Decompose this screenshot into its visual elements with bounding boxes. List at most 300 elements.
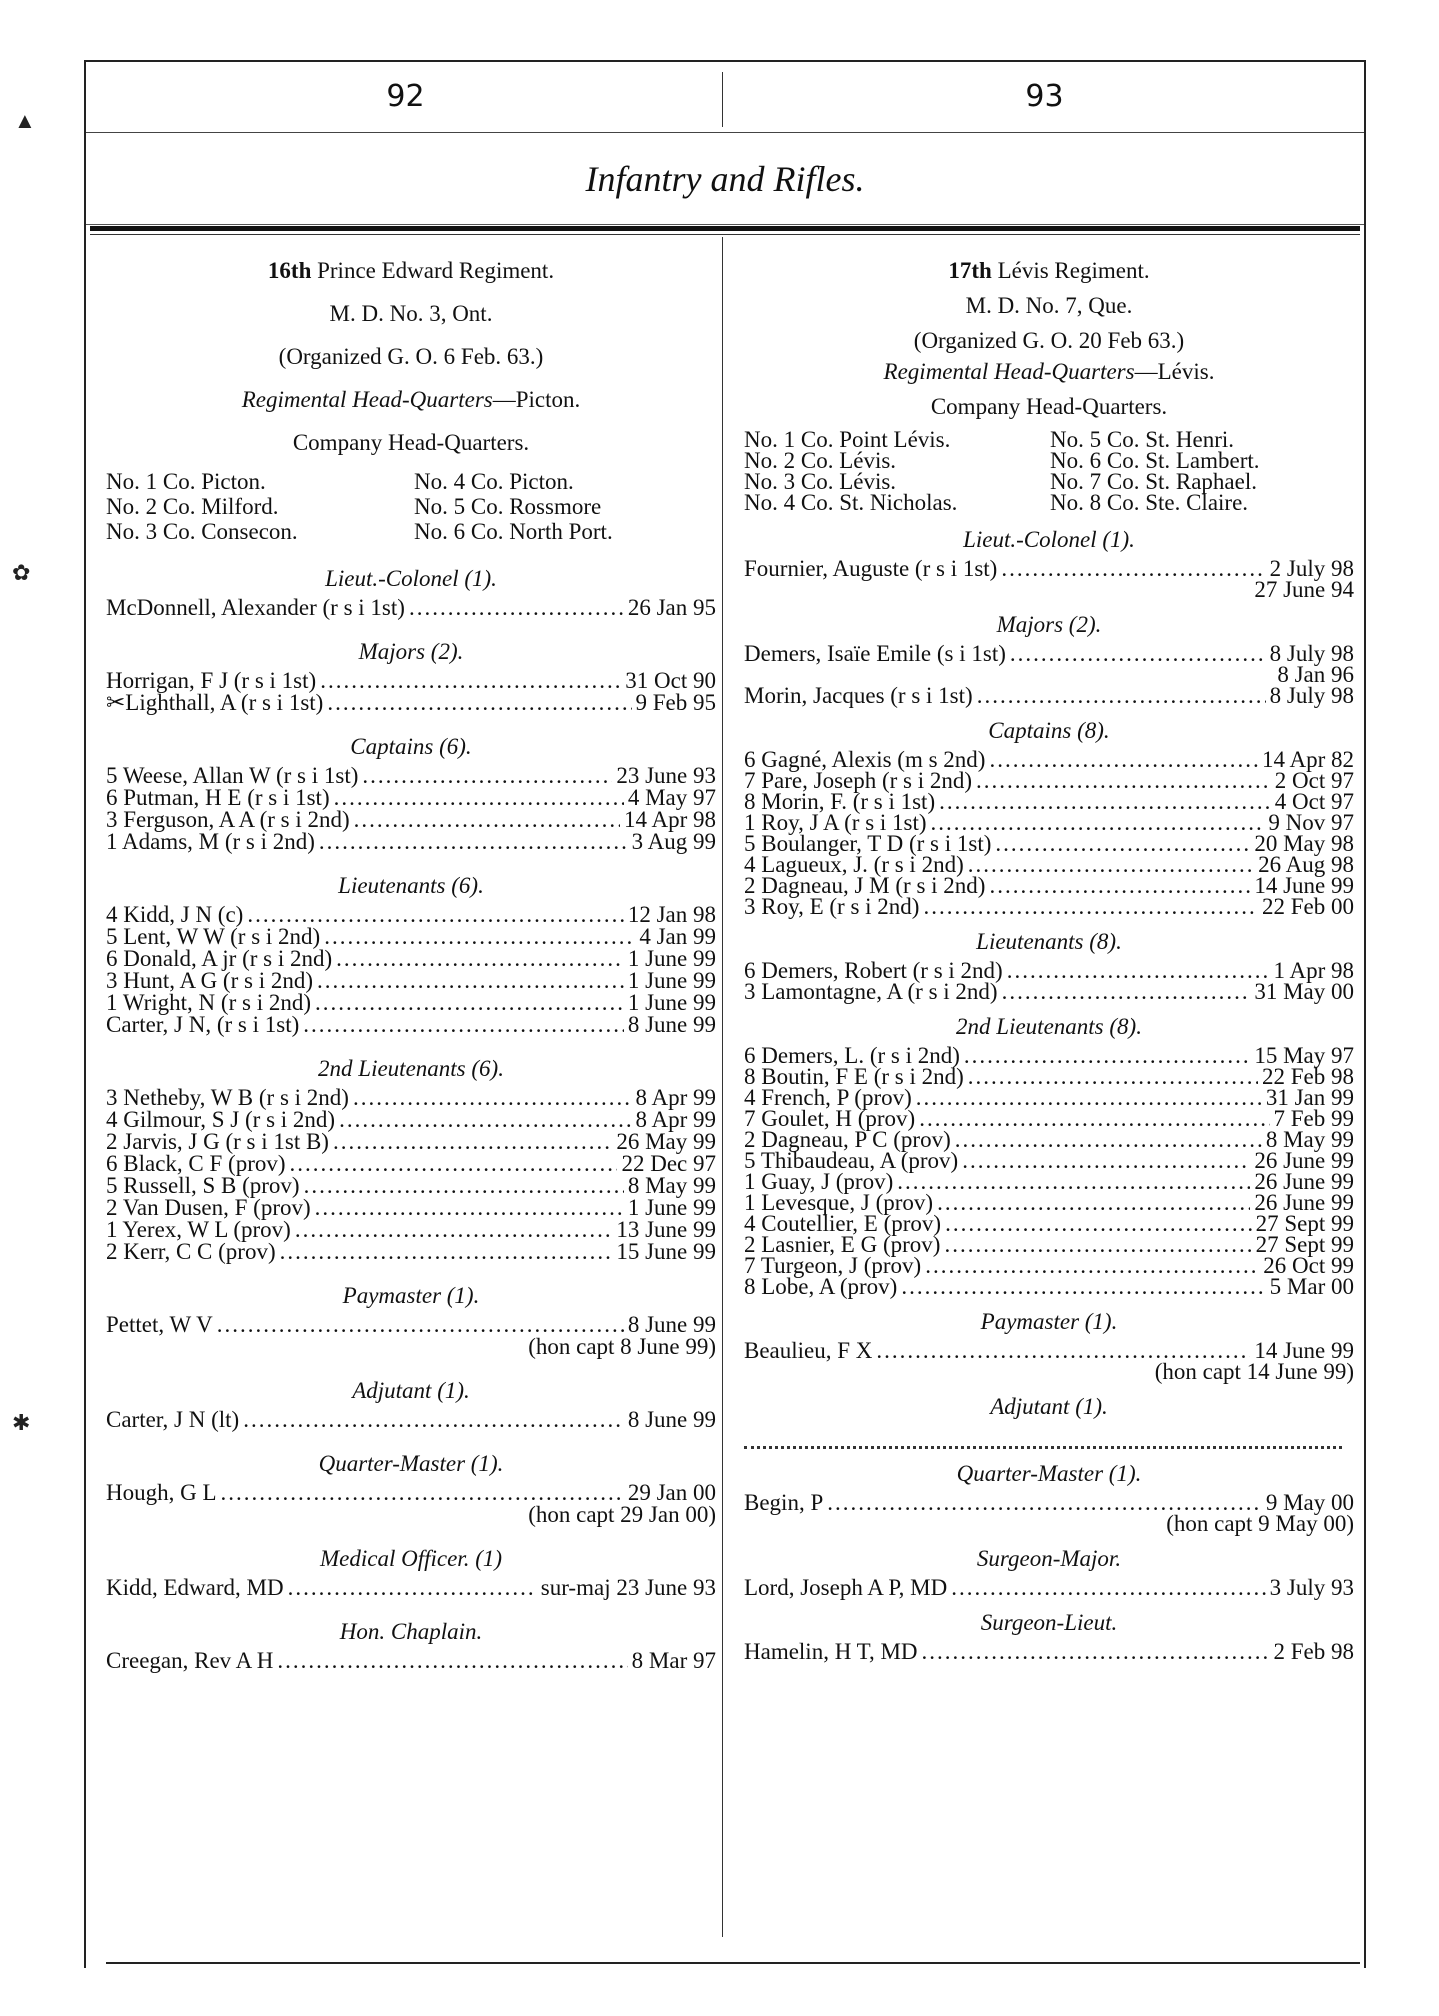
entry-note: 27 June 94: [1254, 577, 1354, 602]
section-heading: Lieutenants (6).: [338, 873, 484, 898]
section-heading: Quarter-Master (1).: [318, 1451, 504, 1476]
officer-entry: [744, 1234, 1354, 1255]
leader-dots: [989, 875, 1250, 896]
commission-date: 26 May 99: [616, 1129, 716, 1154]
officer-entry: [744, 1108, 1354, 1129]
commission-date: 1 June 99: [627, 946, 716, 971]
officer-entry: [744, 1129, 1354, 1150]
leader-dots: [295, 1219, 612, 1241]
section-heading: Paymaster (1).: [342, 1283, 480, 1308]
company-item: No. 1 Co. Point Lévis.: [744, 427, 951, 452]
entry-note: 8 Jan 96: [1277, 662, 1354, 687]
officer-name: 2 Van Dusen, F (prov): [106, 1195, 311, 1220]
regiment-number: 16th: [267, 258, 312, 283]
left-page-number: 92: [386, 79, 425, 114]
company-item: No. 5 Co. Rossmore: [414, 494, 602, 519]
commission-date: 26 Jan 95: [627, 595, 716, 620]
officer-name: ✂Lighthall, A (r s i 1st): [106, 690, 324, 715]
leader-dots: [916, 1087, 1262, 1108]
officer-entry: [106, 809, 716, 831]
officer-entry: [744, 1276, 1354, 1297]
commission-date: 2 Feb 98: [1273, 1639, 1354, 1664]
leader-dots: [1002, 981, 1251, 1002]
leader-dots: [354, 809, 620, 831]
company-item: No. 2 Co. Lévis.: [744, 448, 897, 473]
section-heading: Adjutant (1).: [352, 1378, 470, 1403]
officer-entry: [744, 875, 1354, 896]
leader-dots: [964, 1045, 1250, 1066]
officer-name: 4 French, P (prov): [744, 1085, 912, 1110]
commission-date: 27 Sept 99: [1255, 1211, 1354, 1236]
leader-dots: [939, 791, 1271, 812]
leader-dots: [353, 1087, 632, 1109]
leader-dots: [324, 926, 635, 948]
officer-name: Pettet, W V: [106, 1312, 213, 1337]
commission-date: 7 Feb 99: [1273, 1106, 1354, 1131]
leader-dots: [1010, 643, 1266, 664]
section-heading: Quarter-Master (1).: [956, 1461, 1142, 1486]
officer-name: 6 Black, C F (prov): [106, 1151, 286, 1176]
leader-dots: [922, 1641, 1270, 1662]
officer-name: 6 Donald, A jr (r s i 2nd): [106, 946, 333, 971]
commission-date: 14 June 99: [1254, 1338, 1354, 1363]
organized-order: (Organized G. O. 20 Feb 63.): [913, 328, 1185, 353]
company-item: No. 4 Co. Picton.: [414, 469, 574, 494]
leader-dots: [277, 1650, 627, 1672]
leader-dots: [280, 1241, 613, 1263]
leader-dots: [288, 1577, 537, 1599]
section-heading: Lieutenants (8).: [976, 929, 1122, 954]
company-item: No. 3 Co. Lévis.: [744, 469, 897, 494]
officer-name: 8 Lobe, A (prov): [744, 1274, 898, 1299]
company-item: No. 4 Co. St. Nicholas.: [744, 490, 958, 515]
officer-entry: [744, 1066, 1354, 1087]
commission-date: 22 Feb 98: [1262, 1064, 1354, 1089]
regimental-hq: [106, 387, 716, 412]
company-item: No. 8 Co. Ste. Claire.: [1050, 490, 1249, 515]
section-heading: Surgeon-Major.: [976, 1546, 1122, 1571]
commission-date: 5 Mar 00: [1269, 1274, 1354, 1299]
leader-dots: [317, 970, 624, 992]
leader-dots: [339, 1109, 631, 1131]
leader-dots: [327, 692, 631, 714]
leader-dots: [334, 787, 624, 809]
officer-entry: [106, 1197, 716, 1219]
commission-date: 15 June 99: [616, 1239, 716, 1264]
section-spacer: [106, 619, 716, 639]
commission-date: sur-maj 23 June 93: [540, 1575, 716, 1600]
officer-name: 2 Kerr, C C (prov): [106, 1239, 276, 1264]
header-rule: [86, 132, 1364, 133]
officer-name: 7 Goulet, H (prov): [744, 1106, 916, 1131]
officer-entry: [744, 1340, 1354, 1361]
company-list: [744, 429, 1354, 513]
organized-order: (Organized G. O. 6 Feb. 63.): [278, 344, 544, 369]
leader-dots: [876, 1340, 1250, 1361]
commission-date: 15 May 97: [1254, 1043, 1354, 1068]
company-hq-title: Company Head-Quarters.: [292, 430, 530, 455]
leader-dots: [897, 1171, 1250, 1192]
section-heading: Majors (2).: [358, 639, 464, 664]
leader-dots: [290, 1153, 618, 1175]
leader-dots: [303, 1014, 624, 1036]
section-heading: 2nd Lieutenants (8).: [956, 1014, 1142, 1039]
officer-name: 7 Pare, Joseph (r s i 2nd): [744, 768, 973, 793]
regiment-title: [106, 258, 716, 283]
leader-dots: [977, 685, 1266, 706]
officer-entry: [744, 1087, 1354, 1108]
hq-place: —Picton.: [492, 387, 581, 412]
officer-name: 1 Roy, J A (r s i 1st): [744, 810, 927, 835]
officer-name: 8 Morin, F. (r s i 1st): [744, 789, 936, 814]
left-sections: [106, 566, 716, 1692]
officer-name: 3 Roy, E (r s i 2nd): [744, 894, 920, 919]
officer-name: Hamelin, H T, MD: [744, 1639, 918, 1664]
officer-name: 6 Demers, Robert (r s i 2nd): [744, 958, 1003, 983]
leader-dots: [925, 1255, 1259, 1276]
leader-dots: [1001, 558, 1265, 579]
officer-entry: [744, 1045, 1354, 1066]
leader-dots: [937, 1192, 1250, 1213]
officer-name: Horrigan, F J (r s i 1st): [106, 668, 317, 693]
commission-date: 1 Apr 98: [1273, 958, 1354, 983]
leader-dots: [315, 1197, 624, 1219]
officer-entry: [744, 749, 1354, 770]
regiment-name: Prince Edward Regiment.: [317, 258, 555, 283]
officer-name: Carter, J N, (r s i 1st): [106, 1012, 300, 1037]
officer-name: 1 Wright, N (r s i 2nd): [106, 990, 311, 1015]
company-item: No. 6 Co. North Port.: [414, 519, 613, 544]
officer-entry: [744, 643, 1354, 664]
officer-entry: [744, 1150, 1354, 1171]
leader-dots: [336, 948, 624, 970]
leader-dots: [315, 992, 624, 1014]
leader-dots: [944, 1234, 1251, 1255]
commission-date: 1 June 99: [627, 968, 716, 993]
section-heading: Adjutant (1).: [990, 1394, 1108, 1419]
commission-date: 14 Apr 98: [624, 807, 716, 832]
officer-entry: [106, 597, 716, 619]
page-number-divider: [722, 72, 723, 127]
officer-name: 1 Adams, M (r s i 2nd): [106, 829, 315, 854]
officer-entry: [106, 831, 716, 853]
margin-mark: ✿: [12, 560, 31, 585]
commission-date: 4 Jan 99: [639, 924, 716, 949]
leader-dots: [320, 670, 621, 692]
officer-name: 4 Lagueux, J. (r s i 2nd): [744, 852, 964, 877]
commission-date: 4 Oct 97: [1274, 789, 1354, 814]
leader-dots: [1007, 960, 1270, 981]
officer-name: McDonnell, Alexander (r s i 1st): [106, 595, 405, 620]
commission-date: 1 June 99: [627, 990, 716, 1015]
commission-date: 2 July 98: [1269, 556, 1354, 581]
commission-date: 14 Apr 82: [1262, 747, 1354, 772]
leader-dots: [931, 812, 1265, 833]
officer-name: 3 Netheby, W B (r s i 2nd): [106, 1085, 349, 1110]
commission-date: 9 May 00: [1265, 1490, 1354, 1515]
officer-name: 5 Lent, W W (r s i 2nd): [106, 924, 321, 949]
officer-name: 3 Ferguson, A A (r s i 2nd): [106, 807, 350, 832]
officer-entry: [106, 926, 716, 948]
entry-note: (hon capt 14 June 99): [1154, 1359, 1354, 1384]
section-spacer: [744, 1449, 1354, 1461]
company-item: No. 7 Co. St. Raphael.: [1050, 469, 1257, 494]
leader-dots: [923, 896, 1258, 917]
section-heading: Hon. Chaplain.: [339, 1619, 483, 1644]
regiment-number: 17th: [948, 258, 992, 283]
column-divider: [722, 237, 723, 1937]
entry-note: (hon capt 29 Jan 00): [528, 1502, 716, 1527]
officer-entry: [106, 1650, 716, 1672]
margin-mark: ✱: [12, 1410, 31, 1435]
page-number-row: [86, 62, 1364, 132]
leader-dots: [247, 904, 623, 926]
officer-entry: [106, 787, 716, 809]
officer-entry: [106, 1109, 716, 1131]
officer-entry: [744, 812, 1354, 833]
commission-date: 29 Jan 00: [627, 1480, 716, 1505]
leader-dots: [951, 1577, 1265, 1598]
officer-name: 1 Levesque, J (prov): [744, 1190, 934, 1215]
officer-entry: [106, 1314, 716, 1336]
officer-name: 7 Turgeon, J (prov): [744, 1253, 922, 1278]
section-spacer: [106, 1263, 716, 1283]
commission-date: 12 Jan 98: [627, 902, 716, 927]
officer-name: 2 Lasnier, E G (prov): [744, 1232, 941, 1257]
officer-name: Beaulieu, F X: [744, 1338, 873, 1363]
bottom-rule: [106, 1962, 1360, 1964]
section-spacer: [106, 1599, 716, 1619]
officer-name: Morin, Jacques (r s i 1st): [744, 683, 973, 708]
officer-name: 6 Gagné, Alexis (m s 2nd): [744, 747, 986, 772]
commission-date: 4 May 97: [627, 785, 716, 810]
section-heading: Lieut.-Colonel (1).: [325, 566, 497, 591]
commission-date: 26 June 99: [1254, 1169, 1354, 1194]
commission-date: 8 July 98: [1269, 641, 1354, 666]
officer-entry: [744, 960, 1354, 981]
commission-date: 23 June 93: [616, 763, 716, 788]
section-heading: Captains (6).: [350, 734, 472, 759]
commission-date: 22 Dec 97: [621, 1151, 716, 1176]
officer-name: 6 Demers, L. (r s i 2nd): [744, 1043, 960, 1068]
officer-entry: [744, 685, 1354, 706]
officer-entry: [744, 833, 1354, 854]
commission-date: 9 Feb 95: [635, 690, 716, 715]
commission-date: 8 June 99: [627, 1407, 716, 1432]
thick-rule: [90, 226, 1360, 231]
leader-dots: [901, 1276, 1265, 1297]
leader-dots: [976, 770, 1271, 791]
leader-dots: [409, 597, 624, 619]
hq-label: Regimental Head-Quarters: [241, 387, 493, 412]
leader-dots: [955, 1129, 1262, 1150]
officer-entry: [106, 1219, 716, 1241]
section-spacer: [106, 853, 716, 873]
officer-entry: [744, 1577, 1354, 1598]
right-page-number: 93: [1025, 79, 1064, 114]
officer-name: Kidd, Edward, MD: [106, 1575, 284, 1600]
commission-date: 26 June 99: [1254, 1148, 1354, 1173]
officer-entry: [106, 904, 716, 926]
section-spacer: [106, 1672, 716, 1692]
commission-date: 31 Oct 90: [625, 668, 716, 693]
hq-label: Regimental Head-Quarters: [883, 359, 1135, 384]
commission-date: 8 June 99: [627, 1312, 716, 1337]
section-heading: Lieut.-Colonel (1).: [963, 527, 1135, 552]
officer-entry: [106, 1409, 716, 1431]
officer-entry: [744, 1171, 1354, 1192]
leader-dots: [995, 833, 1250, 854]
officer-entry: [106, 692, 716, 714]
officer-name: 3 Hunt, A G (r s i 2nd): [106, 968, 313, 993]
military-district: M. D. No. 7, Que.: [965, 293, 1133, 318]
commission-date: 8 May 99: [627, 1173, 716, 1198]
company-item: No. 1 Co. Picton.: [106, 469, 266, 494]
officer-entry: [106, 1087, 716, 1109]
leader-dots: [319, 831, 628, 853]
commission-date: 13 June 99: [616, 1217, 716, 1242]
commission-date: 8 July 98: [1269, 683, 1354, 708]
officer-name: 3 Lamontagne, A (r s i 2nd): [744, 979, 998, 1004]
commission-date: 26 Oct 99: [1263, 1253, 1354, 1278]
section-spacer: [106, 1036, 716, 1056]
leader-dots: [362, 765, 612, 787]
commission-date: 3 July 93: [1269, 1575, 1354, 1600]
officer-name: 2 Jarvis, J G (r s i 1st B): [106, 1129, 329, 1154]
commission-date: 8 May 99: [1265, 1127, 1354, 1152]
officer-name: 2 Dagneau, J M (r s i 2nd): [744, 873, 986, 898]
officer-entry: [744, 981, 1354, 1002]
leader-dots: [243, 1409, 624, 1431]
officer-name: Fournier, Auguste (r s i 1st): [744, 556, 998, 581]
leader-dots: [968, 854, 1254, 875]
commission-date: 1 June 99: [627, 1195, 716, 1220]
commission-date: 26 June 99: [1254, 1190, 1354, 1215]
officer-name: 6 Putman, H E (r s i 1st): [106, 785, 330, 810]
right-sections: [744, 527, 1354, 1674]
commission-date: 26 Aug 98: [1258, 852, 1354, 877]
section-spacer: [106, 714, 716, 734]
commission-date: 9 Nov 97: [1268, 810, 1354, 835]
officer-name: Begin, P: [744, 1490, 824, 1515]
commission-date: 8 Mar 97: [631, 1648, 716, 1673]
officer-entry: [744, 896, 1354, 917]
officer-entry: [744, 791, 1354, 812]
officer-name: 8 Boutin, F E (r s i 2nd): [744, 1064, 964, 1089]
commission-date: 8 Apr 99: [635, 1107, 716, 1132]
officer-entry: [744, 854, 1354, 875]
regiment-title: [744, 258, 1354, 283]
officer-name: Demers, Isaïe Emile (s i 1st): [744, 641, 1006, 666]
officer-name: Creegan, Rev A H: [106, 1648, 274, 1673]
company-item: No. 5 Co. St. Henri.: [1050, 427, 1234, 452]
officer-entry: [106, 1241, 716, 1263]
section-heading: Captains (8).: [988, 718, 1110, 743]
company-item: No. 6 Co. St. Lambert.: [1050, 448, 1260, 473]
officer-name: 1 Yerex, W L (prov): [106, 1217, 291, 1242]
right-column: [744, 258, 1354, 1674]
officer-entry: [106, 1131, 716, 1153]
leader-dots: [827, 1492, 1262, 1513]
company-list: [106, 469, 716, 544]
section-heading: 2nd Lieutenants (6).: [318, 1056, 504, 1081]
officer-name: 5 Weese, Allan W (r s i 1st): [106, 763, 359, 788]
section-spacer: [106, 1431, 716, 1451]
section-heading: Medical Officer. (1): [319, 1546, 503, 1571]
commission-date: 14 June 99: [1254, 873, 1354, 898]
officer-name: Hough, G L: [106, 1480, 217, 1505]
officer-entry: [106, 948, 716, 970]
officer-name: 4 Coutellier, E (prov): [744, 1211, 942, 1236]
commission-date: 8 Apr 99: [635, 1085, 716, 1110]
commission-date: 31 Jan 99: [1265, 1085, 1354, 1110]
commission-date: 22 Feb 00: [1262, 894, 1354, 919]
officer-entry: [106, 970, 716, 992]
section-spacer: [106, 1358, 716, 1378]
company-item: No. 2 Co. Milford.: [106, 494, 279, 519]
page-title: Infantry and Rifles.: [585, 159, 865, 199]
entry-note: (hon capt 9 May 00): [1166, 1511, 1354, 1536]
commission-date: 27 Sept 99: [1255, 1232, 1354, 1257]
officer-entry: [106, 1153, 716, 1175]
margin-mark: ▲: [14, 108, 36, 133]
left-column: [106, 258, 716, 1692]
officer-name: 5 Thibaudeau, A (prov): [744, 1148, 959, 1173]
officer-entry: [744, 770, 1354, 791]
leader-dots: [333, 1131, 612, 1153]
leader-dots: [968, 1066, 1258, 1087]
officer-entry: [744, 1492, 1354, 1513]
officer-name: 2 Dagneau, P C (prov): [744, 1127, 951, 1152]
officer-entry: [744, 558, 1354, 579]
section-heading: Majors (2).: [996, 612, 1102, 637]
hq-place: —Lévis.: [1134, 359, 1215, 384]
officer-name: 4 Kidd, J N (c): [106, 902, 244, 927]
officer-name: 5 Russell, S B (prov): [106, 1173, 300, 1198]
empty-entry: [744, 1425, 1342, 1449]
section-spacer: [106, 1526, 716, 1546]
commission-date: 2 Oct 97: [1274, 768, 1354, 793]
company-item: No. 3 Co. Consecon.: [106, 519, 298, 544]
leader-dots: [945, 1213, 1252, 1234]
commission-date: 8 June 99: [627, 1012, 716, 1037]
entry-note: (hon capt 8 June 99): [528, 1334, 716, 1359]
commission-date: 20 May 98: [1254, 831, 1354, 856]
officer-name: 1 Guay, J (prov): [744, 1169, 894, 1194]
regiment-name: Lévis Regiment.: [997, 258, 1150, 283]
officer-entry: [106, 1175, 716, 1197]
officer-name: 4 Gilmour, S J (r s i 2nd): [106, 1107, 336, 1132]
leader-dots: [221, 1482, 624, 1504]
military-district: M. D. No. 3, Ont.: [329, 301, 493, 326]
leader-dots: [217, 1314, 624, 1336]
leader-dots: [919, 1108, 1269, 1129]
officer-entry: [106, 1577, 716, 1599]
officer-entry: [744, 1213, 1354, 1234]
officer-entry: [106, 670, 716, 692]
officer-entry: [744, 1255, 1354, 1276]
officer-name: Lord, Joseph A P, MD: [744, 1575, 948, 1600]
officer-entry: [106, 765, 716, 787]
officer-entry: [744, 1192, 1354, 1213]
thin-rule: [90, 234, 1360, 235]
commission-date: 31 May 00: [1254, 979, 1354, 1004]
title-rule: [86, 224, 1364, 225]
commission-date: 3 Aug 99: [631, 829, 716, 854]
officer-entry: [744, 1641, 1354, 1662]
leader-dots: [304, 1175, 624, 1197]
officer-entry: [106, 1014, 716, 1036]
